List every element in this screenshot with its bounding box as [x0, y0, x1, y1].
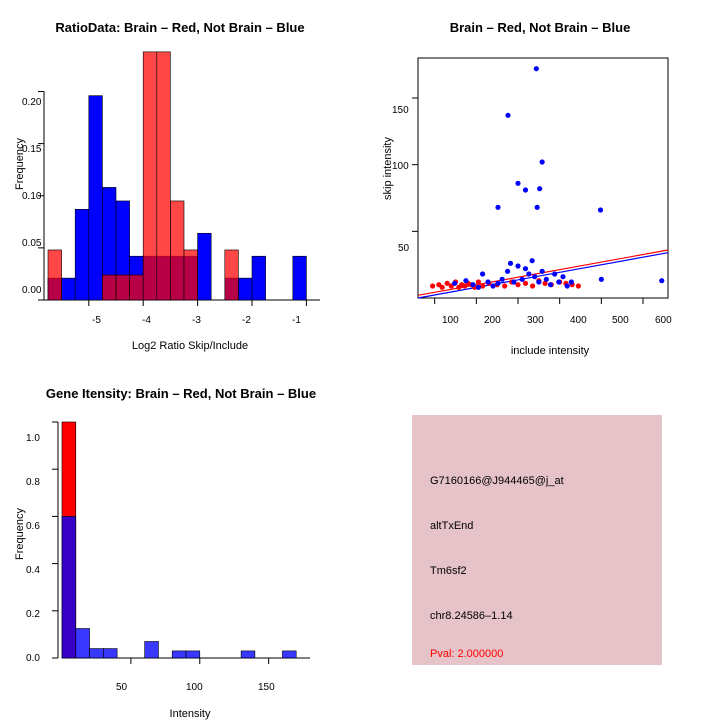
- scatter-xlabel: include intensity: [510, 345, 590, 357]
- gene-histogram-title: Gene Itensity: Brain – Red, Not Brain – Blue: [45, 386, 317, 401]
- scatter-x-tick-2: 300: [527, 315, 544, 326]
- gene-y-tick-1: 0.2: [26, 609, 40, 620]
- ratio-y-tick-4: 0.20: [22, 97, 42, 108]
- info-box: [412, 415, 662, 665]
- scatter-x-tick-1: 200: [484, 315, 501, 326]
- ratio-histogram-title: RatioData: Brain – Red, Not Brain – Blue: [55, 20, 305, 35]
- info-event-type: altTxEnd: [430, 520, 474, 532]
- ratio-y-tick-3: 0.15: [22, 144, 42, 155]
- ratio-x-tick-4: -1: [292, 315, 301, 326]
- info-location: chr8.24586–1.14: [430, 610, 513, 622]
- info-probe-id: G7160166@J944465@j_at: [430, 475, 564, 487]
- gene-x-tick-1: 100: [186, 682, 203, 693]
- gene-x-tick-2: 150: [258, 682, 275, 693]
- ratio-histogram-xlabel: Log2 Ratio Skip/Include: [131, 340, 249, 352]
- scatter-title: Brain – Red, Not Brain – Blue: [449, 20, 631, 35]
- ratio-histogram-panel: [0, 0, 360, 360]
- scatter-panel: [360, 0, 720, 360]
- ratio-histogram-plot: [0, 0, 360, 360]
- ratio-x-tick-1: -4: [142, 315, 151, 326]
- ratio-x-tick-3: -2: [242, 315, 251, 326]
- info-gene-symbol: Tm6sf2: [430, 565, 467, 577]
- ratio-y-tick-0: 0.00: [22, 285, 42, 296]
- gene-y-tick-0: 0.0: [26, 653, 40, 664]
- gene-histogram-ylabel: Frequency: [14, 508, 26, 560]
- scatter-x-tick-3: 400: [570, 315, 587, 326]
- gene-x-tick-0: 50: [116, 682, 128, 693]
- info-panel: [360, 360, 720, 720]
- scatter-y-tick-0: 50: [398, 243, 410, 254]
- gene-y-tick-5: 1.0: [26, 433, 40, 444]
- ratio-x-tick-0: -5: [92, 315, 101, 326]
- scatter-x-tick-0: 100: [442, 315, 459, 326]
- ratio-x-tick-2: -3: [192, 315, 201, 326]
- ratio-y-tick-1: 0.05: [22, 238, 42, 249]
- gene-y-tick-3: 0.6: [26, 521, 40, 532]
- gene-histogram-xlabel: Intensity: [169, 708, 211, 720]
- gene-y-tick-2: 0.4: [26, 565, 40, 576]
- scatter-x-tick-5: 600: [655, 315, 672, 326]
- scatter-plot: [360, 0, 720, 360]
- gene-histogram-panel: [0, 360, 360, 720]
- gene-histogram-plot: [0, 360, 360, 720]
- scatter-x-tick-4: 500: [612, 315, 629, 326]
- gene-y-tick-4: 0.8: [26, 477, 40, 488]
- scatter-y-tick-2: 150: [392, 105, 409, 116]
- info-pval: Pval: 2.000000: [430, 648, 504, 660]
- scatter-ylabel: skip intensity: [382, 137, 394, 200]
- ratio-histogram-ylabel: Frequency: [14, 138, 26, 190]
- scatter-y-tick-1: 100: [392, 161, 409, 172]
- ratio-y-tick-2: 0.10: [22, 191, 42, 202]
